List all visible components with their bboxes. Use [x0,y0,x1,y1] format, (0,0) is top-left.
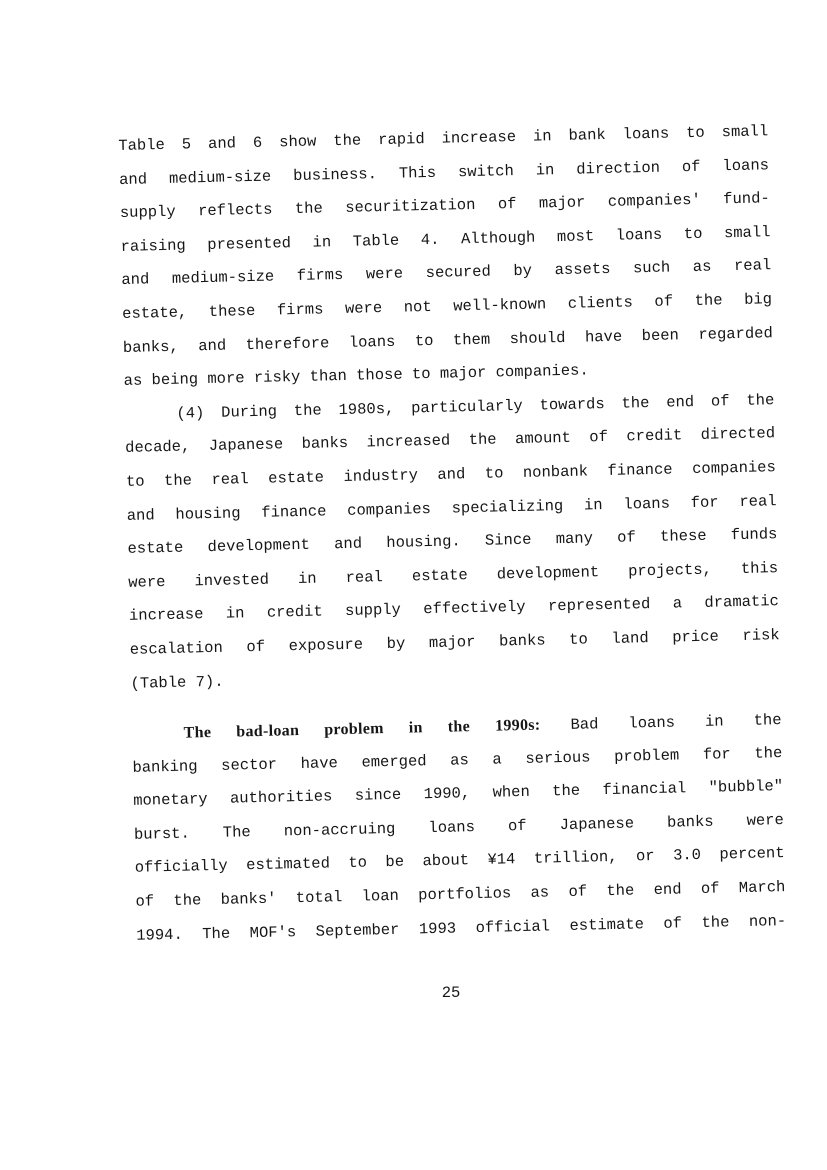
text-line: escalation of exposure by major banks to land price risk [129,626,780,659]
text-line: as being more risky than those to major companies. [123,361,589,391]
body-text [118,115,787,953]
text-line: and medium-size business. This switch in direction of loans [118,155,770,189]
text-line: estate development and housing. Since many of these funds [127,525,778,559]
text-line: and medium-size firms were secured by assets such as real [121,256,772,290]
text-line: burst. The non-accruing loans of Japanese banks were [133,810,785,844]
text-line: to the real estate industry and to nonbank finance companies [125,458,777,491]
text-line: 1994. The MOF's September 1993 official estimate of the non- [136,911,787,945]
text-line: of the banks' total loan portfolios as of the end of March [135,878,786,911]
text-line: officially estimated to be about ¥14 trillion, or 3.0 percent [134,844,785,878]
text-line: estate, these firms were not well-known clients of the big [121,290,773,323]
text-line: supply reflects the securitization of major companies' fund- [119,189,770,223]
text-line-fragment: Bad loans in the [570,711,782,734]
text-line: (4) During the 1980s, particularly towards the end of the [176,390,775,423]
section-heading: The bad-loan problem in the 1990s: [183,716,541,742]
text-line: and housing finance companies specializing in loans for real [126,491,777,525]
text-line: banks, and therefore loans to them should have been regarded [122,323,773,357]
text-line: were invested in real estate development projects, this [128,558,779,592]
text-line: increase in credit supply effectively represented a dramatic [128,592,780,626]
text-line: monetary authorities since 1990, when the financial "bubble" [133,777,784,811]
page-number: 25 [441,984,461,1002]
text-line: (Table 7). [130,672,224,693]
text-line: Table 5 and 6 show the rapid increase in bank loans to small [118,122,769,155]
text-line: decade, Japanese banks increased the amount of credit directed [125,424,776,458]
text-line: banking sector have emerged as a serious problem for the [132,743,783,777]
text-line: raising presented in Table 4. Although most loans to small [120,223,771,256]
